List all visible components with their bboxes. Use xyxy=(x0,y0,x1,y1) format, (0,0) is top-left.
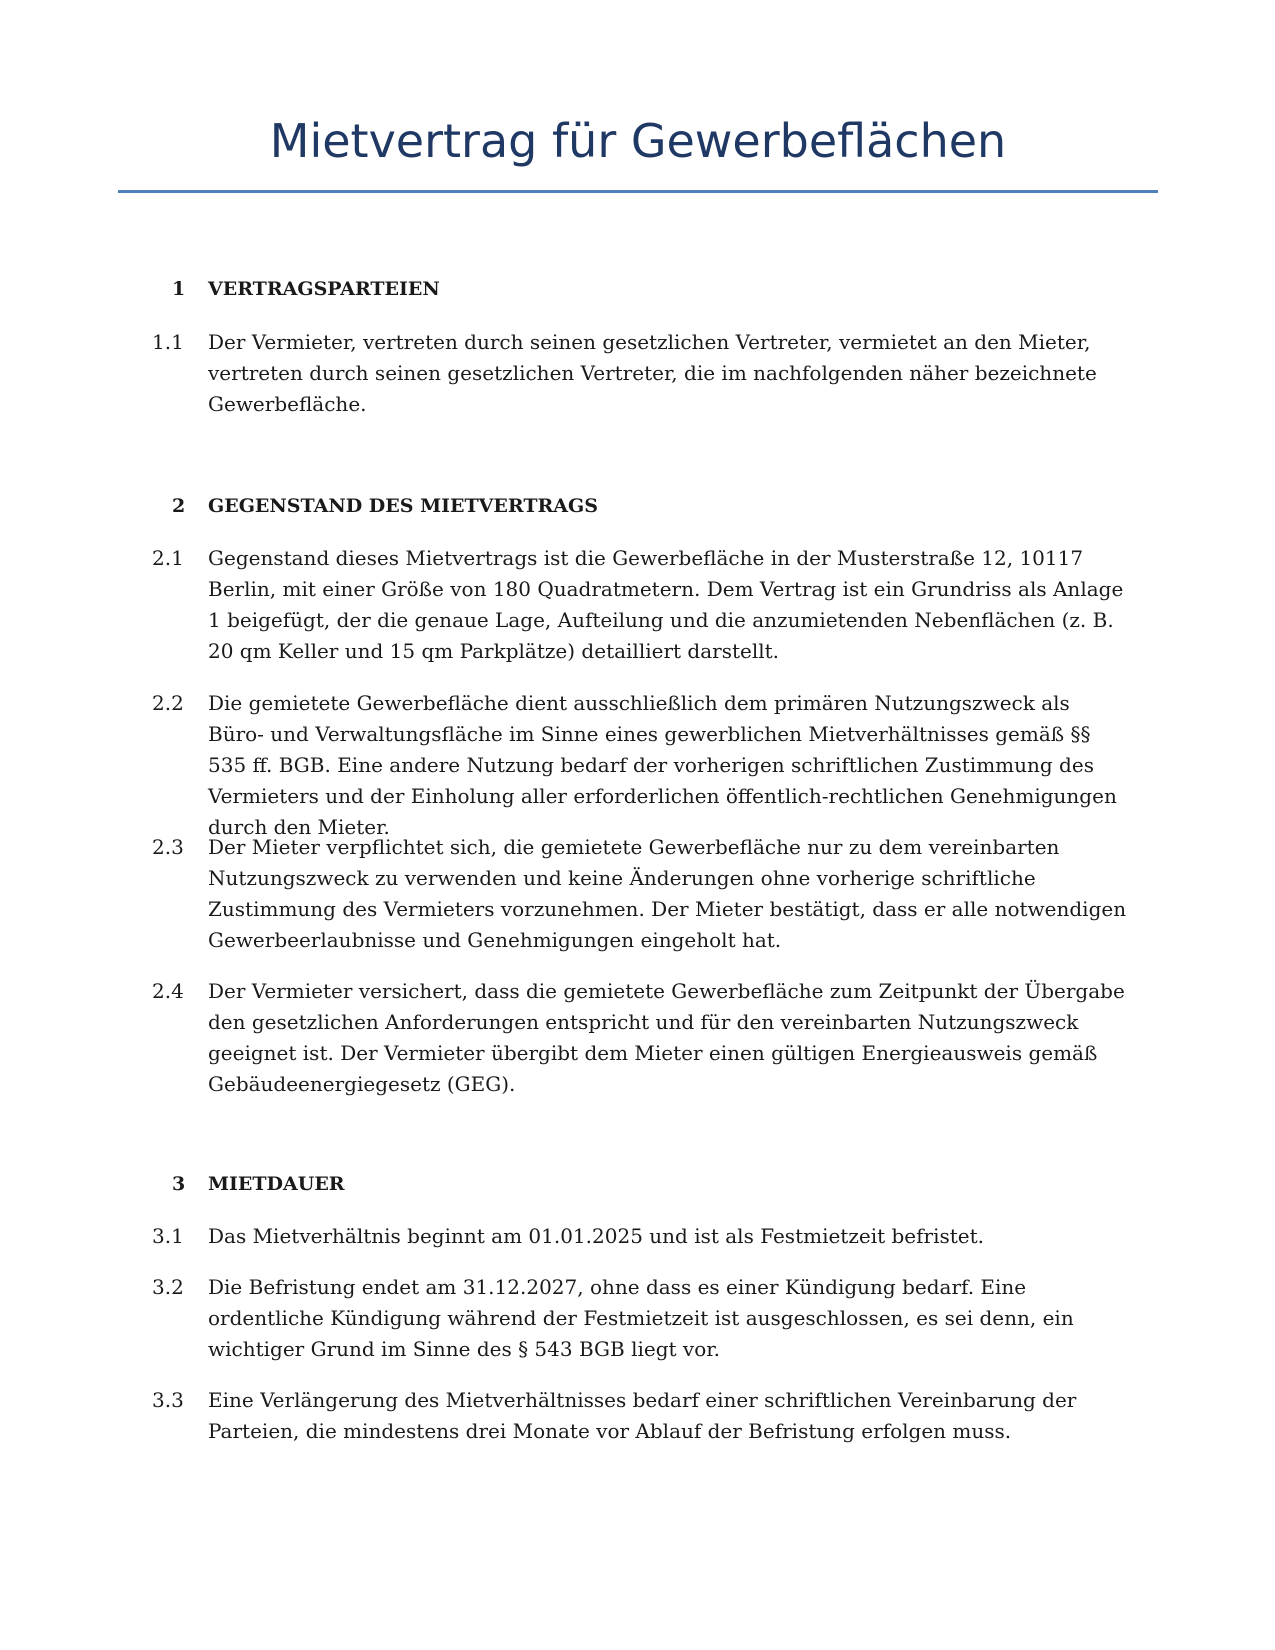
section-title: MIETDAUER xyxy=(208,1173,345,1195)
section-number: 1 xyxy=(172,278,186,300)
clause-number: 1.1 xyxy=(152,330,184,354)
clause-3-1 xyxy=(152,1221,1132,1252)
clause-text: Der Vermieter, vertreten durch seinen gesetzlichen Vertreter, vermietet an den Mieter, vertreten durch seinen gesetzlichen Vertreter, die im nachfolgenden näher bezeichnete Gewerbefläche. xyxy=(208,330,1097,416)
section-number: 3 xyxy=(172,1173,186,1195)
document-title: Mietvertrag für Gewerbeflächen xyxy=(269,114,1007,168)
section-number: 2 xyxy=(172,495,186,517)
section-heading-vertragsparteien xyxy=(160,274,1140,305)
section-title: GEGENSTAND DES MIETVERTRAGS xyxy=(208,495,598,517)
clause-1-1 xyxy=(152,327,1132,420)
clause-text: Gegenstand dieses Mietvertrags ist die Gewerbefläche in der Musterstraße 12, 10117 Berlin, mit einer Größe von 180 Quadratmetern. Dem Vertrag ist ein Grundriss als Anlage 1 beigefügt, der die genaue Lage, Aufteilung und die anzumietenden Nebenflächen (z. B. 20 qm Keller und 15 qm Parkplätze) detailliert darstellt. xyxy=(208,546,1124,663)
clause-text: Eine Verlängerung des Mietverhältnisses bedarf einer schriftlichen Vereinbarung der Parteien, die mindestens drei Monate vor Ablauf der Befristung erfolgen muss. xyxy=(208,1388,1077,1443)
clause-3-3 xyxy=(152,1385,1132,1447)
title-divider xyxy=(118,190,1158,193)
clause-text: Die gemietete Gewerbefläche dient ausschließlich dem primären Nutzungszweck als Büro- und Verwaltungsfläche im Sinne eines gewerblichen Mietverhältnisses gemäß §§ 535 ff. BGB. Eine andere Nutzung bedarf der vorherigen schriftlichen Zustimmung des Vermieters und der Einholung aller erforderlichen öffentlich-rechtlichen Genehmigungen durch den Mieter. xyxy=(208,691,1117,839)
clause-2-2 xyxy=(152,688,1132,843)
clause-text: Der Vermieter versichert, dass die gemietete Gewerbefläche zum Zeitpunkt der Übergabe den gesetzlichen Anforderungen entspricht und für den vereinbarten Nutzungszweck geeignet ist. Der Vermieter übergibt dem Mieter einen gültigen Energieausweis gemäß Gebäudeenergiegesetz (GEG). xyxy=(208,979,1125,1096)
section-title: VERTRAGSPARTEIEN xyxy=(208,278,440,300)
clause-number: 3.1 xyxy=(152,1224,184,1248)
clause-text: Das Mietverhältnis beginnt am 01.01.2025 und ist als Festmietzeit befristet. xyxy=(208,1224,985,1248)
clause-number: 2.2 xyxy=(152,691,184,715)
section-heading-gegenstand xyxy=(160,491,1140,522)
clause-text: Der Mieter verpflichtet sich, die gemietete Gewerbefläche nur zu dem vereinbarten Nutzungszweck zu verwenden und keine Änderungen ohne vorherige schriftliche Zustimmung des Vermieters vorzunehmen. Der Mieter bestätigt, dass er alle notwendigen Gewerbeerlaubnisse und Genehmigungen eingeholt hat. xyxy=(208,835,1127,952)
clause-number: 2.1 xyxy=(152,546,184,570)
clause-2-4 xyxy=(152,976,1132,1100)
clause-3-2 xyxy=(152,1272,1132,1365)
clause-number: 3.2 xyxy=(152,1275,184,1299)
clause-text: Die Befristung endet am 31.12.2027, ohne dass es einer Kündigung bedarf. Eine ordentliche Kündigung während der Festmietzeit ist ausgeschlossen, es sei denn, ein wichtiger Grund im Sinne des § 543 BGB liegt vor. xyxy=(208,1275,1074,1361)
clause-2-3 xyxy=(152,832,1132,956)
clause-2-1 xyxy=(152,543,1132,667)
clause-number: 2.4 xyxy=(152,979,184,1003)
clause-number: 3.3 xyxy=(152,1388,184,1412)
clause-number: 2.3 xyxy=(152,835,184,859)
section-heading-mietdauer xyxy=(160,1169,1140,1200)
